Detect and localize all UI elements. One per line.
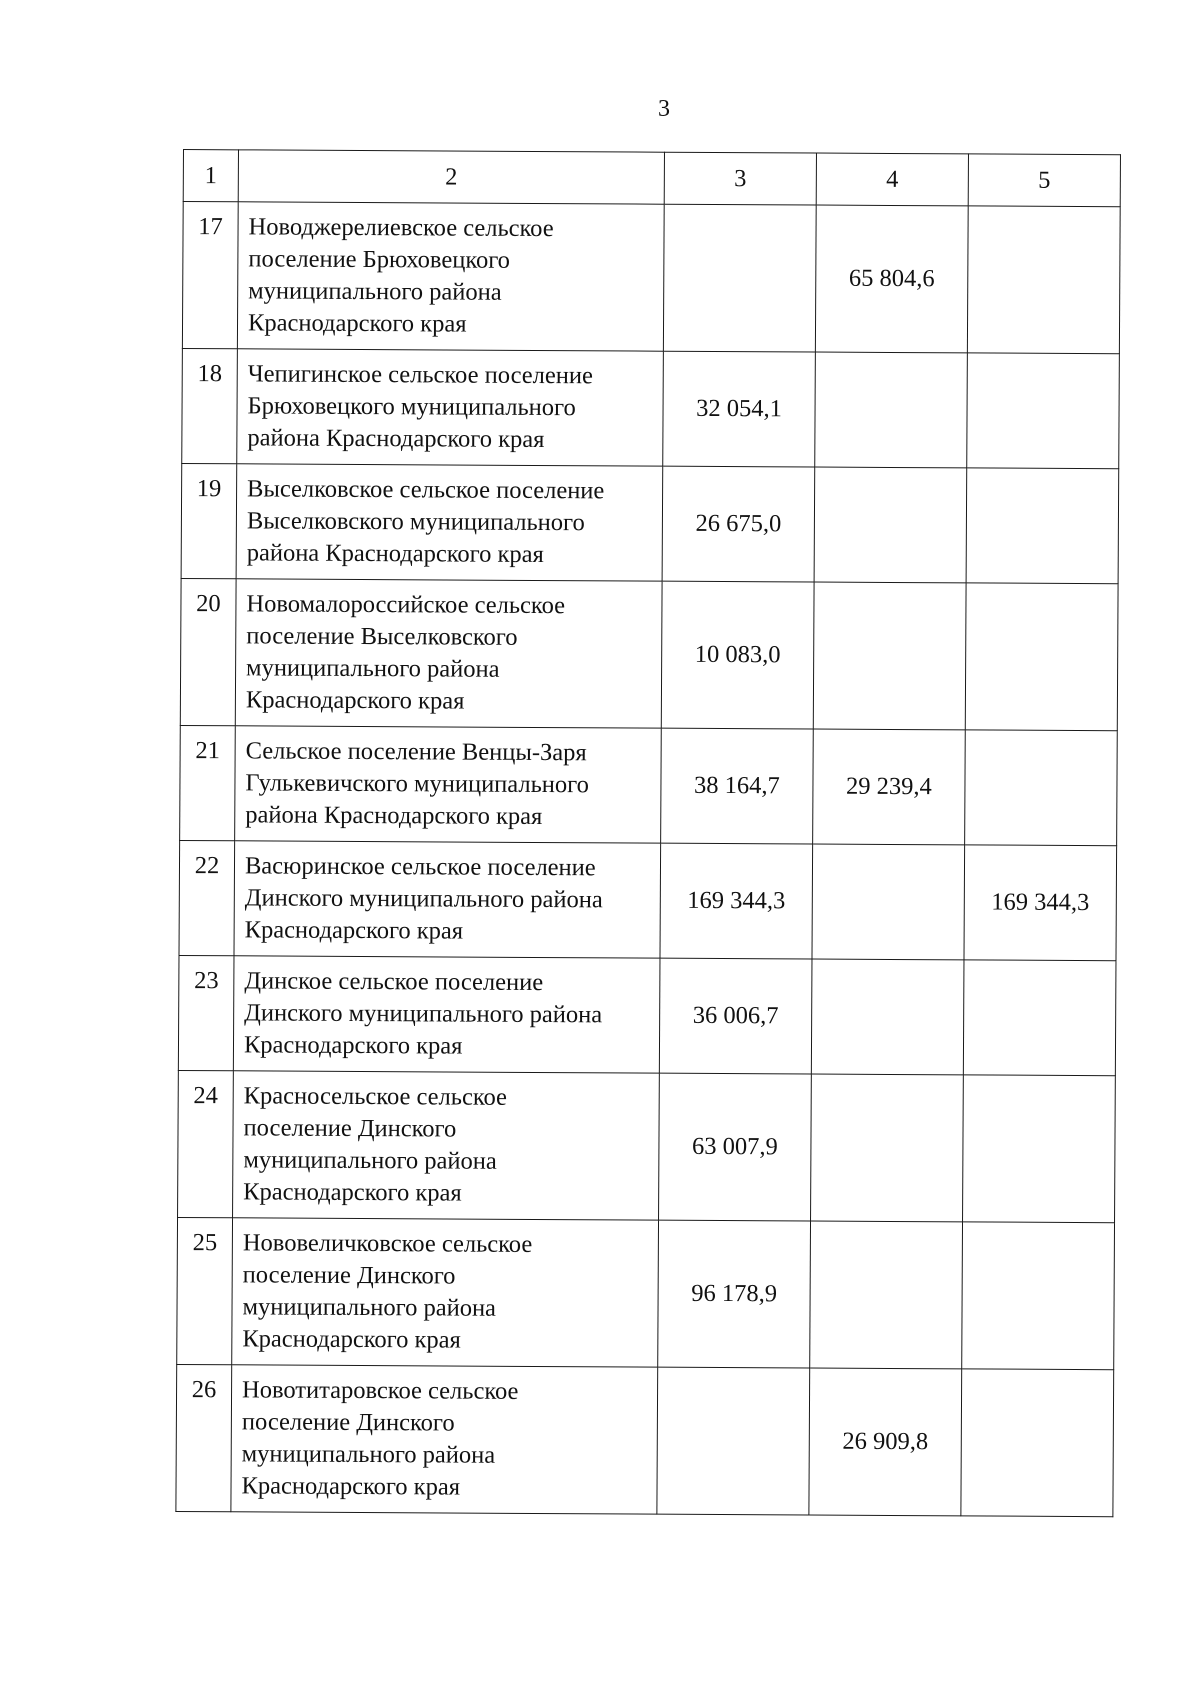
settlement-name-line: муниципального района [241,1440,496,1469]
settlement-name-line: Выселковское сельское поселение [247,475,605,505]
settlement-name-line: Гулькевичского муниципального [245,769,589,799]
value-cell-col3: 96 178,9 [658,1220,811,1368]
row-number-cell: 17 [182,202,238,349]
settlement-name-line: Выселковского муниципального [246,507,585,537]
settlement-name-line: Динского муниципального района [244,884,603,914]
table-row [182,202,1120,354]
table-row [176,1364,1114,1516]
settlement-name-cell [237,202,664,351]
table-row [181,463,1119,583]
settlement-name-line: поселение Выселковского [246,622,518,651]
settlement-name-line: Красносельское сельское [243,1082,508,1111]
value-cell-col5 [967,353,1120,469]
value-cell-col3: 63 007,9 [659,1073,812,1221]
value-cell-col4: 26 909,8 [809,1368,962,1516]
value-cell-col4: 65 804,6 [815,205,968,353]
value-cell-col4 [811,1074,964,1222]
settlement-name-cell [232,1218,659,1367]
settlement-name-line: Сельское поселение Венцы-Заря [245,737,587,767]
settlement-name-cell [236,464,663,581]
settlement-name-cell [235,726,662,843]
header-cell-5: 5 [968,154,1120,207]
header-cell-2: 2 [238,150,664,204]
settlement-name-cell [233,956,660,1073]
table-row [182,348,1120,468]
settlement-name-cell [235,579,662,728]
row-number-cell: 21 [180,725,236,840]
settlement-name-line: района Краснодарского края [246,539,544,569]
value-cell-col4 [812,844,965,960]
settlement-name-line: Краснодарского края [243,1031,463,1060]
settlement-name-line: муниципального района [246,654,500,683]
header-row [183,150,1120,207]
data-table [175,149,1121,1517]
value-cell-col3: 26 675,0 [662,466,815,582]
value-cell-col4 [811,959,964,1075]
row-number-cell: 18 [182,348,238,463]
settlement-name-line: Васюринское сельское поселение [244,852,596,882]
settlement-name-line: Динского муниципального района [244,999,603,1029]
settlement-name-line: Динское сельское поселение [244,967,544,997]
value-cell-col3: 36 006,7 [659,958,812,1074]
header-cell-1: 1 [183,150,238,202]
value-cell-col3: 38 164,7 [661,728,814,844]
row-number-cell: 20 [180,578,236,725]
settlement-name-line: поселение Динского [241,1408,455,1437]
value-cell-col4 [815,352,968,468]
settlement-name-line: Краснодарского края [242,1325,461,1354]
row-number-cell: 22 [179,840,235,955]
settlement-name-line: Новотитаровское сельское [241,1376,519,1405]
value-cell-col3: 32 054,1 [663,351,816,467]
value-cell-col3: 10 083,0 [661,581,814,729]
value-cell-col3 [663,204,816,352]
settlement-name-line: Краснодарского края [244,916,464,945]
settlement-name-cell [233,1071,660,1220]
value-cell-col3: 169 344,3 [660,843,813,959]
settlement-name-line: Новоджерелиевское сельское [248,213,554,243]
settlement-name-line: муниципального района [248,277,502,306]
settlement-name-line: поселение Брюховецкого [248,245,511,274]
table-body [176,150,1121,1517]
value-cell-col3 [657,1367,810,1515]
settlement-name-line: поселение Динского [243,1114,457,1143]
value-cell-col5 [961,1369,1114,1517]
settlement-name-line: поселение Динского [242,1261,456,1290]
settlement-name-line: Краснодарского края [245,686,465,715]
settlement-name-line: Новомалороссийское сельское [246,590,566,620]
settlement-name-line: Чепигинское сельское поселение [247,360,593,390]
value-cell-col5 [966,468,1119,584]
table-row [180,578,1118,730]
value-cell-col5 [967,206,1120,354]
settlement-name-line: района Краснодарского края [245,801,543,831]
value-cell-col5 [965,583,1118,731]
settlement-name-line: муниципального района [242,1293,497,1322]
settlement-name-line: муниципального района [243,1146,497,1175]
table-row [180,725,1118,845]
table-row [178,1070,1116,1222]
row-number-cell: 23 [178,955,234,1070]
value-cell-col5 [963,1075,1116,1223]
value-cell-col5 [963,960,1116,1076]
settlement-name-line: Нововеличковское сельское [242,1229,533,1258]
settlement-name-line: Краснодарского края [247,309,467,338]
table-row [177,1217,1115,1369]
row-number-cell: 24 [178,1070,234,1217]
table-row [178,955,1116,1075]
row-number-cell: 25 [177,1217,233,1364]
value-cell-col4 [813,582,966,730]
settlement-name-line: Краснодарского края [241,1472,461,1501]
row-number-cell: 19 [181,463,237,578]
value-cell-col4 [814,467,967,583]
settlement-name-line: Брюховецкого муниципального [247,392,576,422]
settlement-name-line: Краснодарского края [243,1178,462,1207]
settlement-name-line: района Краснодарского края [247,424,545,454]
settlement-name-cell [231,1365,658,1514]
value-cell-col4: 29 239,4 [813,729,966,845]
page-number: 3 [658,96,670,122]
header-cell-3: 3 [664,152,816,205]
value-cell-col5 [962,1222,1115,1370]
value-cell-col4 [810,1221,963,1369]
value-cell-col5 [965,730,1118,846]
row-number-cell: 26 [176,1364,232,1511]
value-cell-col5: 169 344,3 [964,845,1117,961]
table-row [179,840,1117,960]
settlement-name-cell [234,841,661,958]
header-cell-4: 4 [816,153,968,206]
settlement-name-cell [237,349,664,466]
